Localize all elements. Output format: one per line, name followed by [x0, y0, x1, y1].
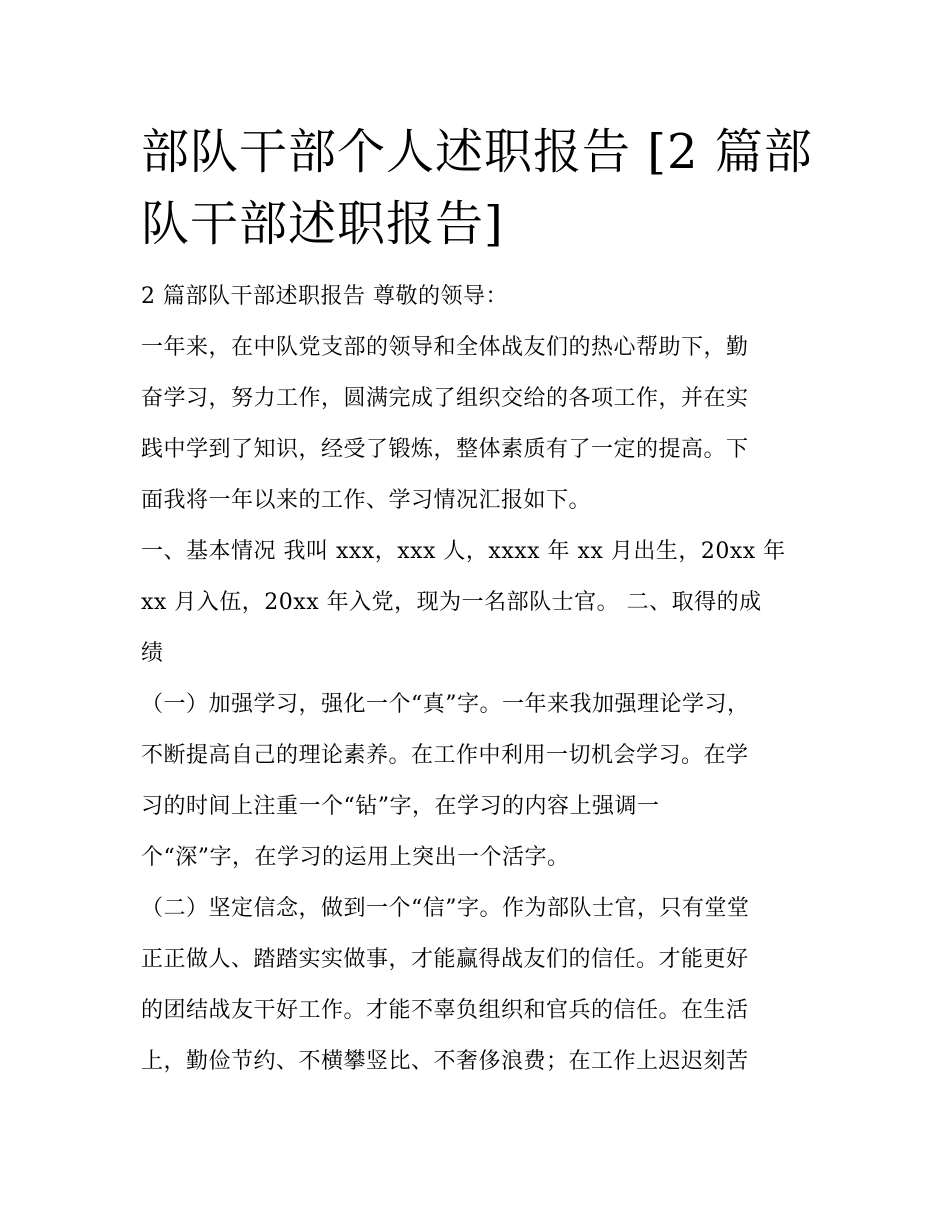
- text-line: （二）坚定信念，做到一个“信”字。作为部队士官，只有堂堂: [141, 896, 750, 921]
- text-line: 习的时间上注重一个“钻”字，在学习的内容上强调一: [141, 794, 660, 819]
- text-line: 一年来，在中队党支部的领导和全体战友们的热心帮助下，勤: [141, 335, 749, 360]
- text-line: 奋学习，努力工作，圆满完成了组织交给的各项工作，并在实: [141, 386, 749, 411]
- paragraph-summary: [141, 322, 820, 526]
- text-line: xx 月入伍，20xx 年入党，现为一名部队士官。 二、取得的成: [141, 590, 762, 615]
- text-line: 不断提高自己的理论素养。在工作中利用一切机会学习。在学: [141, 743, 749, 768]
- text-line: 面我将一年以来的工作、学习情况汇报如下。: [141, 488, 592, 513]
- text-line: 一、基本情况 我叫 xxx，xxx 人，xxxx 年 xx 月出生，20xx 年: [141, 539, 786, 564]
- text-line: 的团结战友干好工作。才能不辜负组织和官兵的信任。在生活: [141, 998, 749, 1023]
- text-line: 2 篇部队干部述职报告 尊敬的领导：: [141, 284, 508, 309]
- title-line: 队干部述职报告]: [141, 196, 504, 252]
- document-title: [141, 116, 820, 260]
- text-line: 上，勤俭节约、不横攀竖比、不奢侈浪费；在工作上迟迟刻苦: [141, 1049, 749, 1074]
- text-line: 正正做人、踏踏实实做事，才能赢得战友们的信任。才能更好: [141, 947, 749, 972]
- document-body: [141, 271, 820, 1087]
- paragraph-basic-info: [141, 526, 820, 679]
- paragraph-study: [141, 679, 820, 883]
- text-line: 个“深”字，在学习的运用上突出一个活字。: [141, 845, 570, 870]
- paragraph-belief: [141, 883, 820, 1087]
- paragraph-intro: [141, 271, 820, 322]
- title-line: 部队干部个人述职报告 [2 篇部: [141, 124, 813, 180]
- text-line: （一）加强学习，强化一个“真”字。一年来我加强理论学习，: [141, 692, 750, 717]
- text-line: 绩: [141, 641, 164, 666]
- text-line: 践中学到了知识，经受了锻炼，整体素质有了一定的提高。下: [141, 437, 749, 462]
